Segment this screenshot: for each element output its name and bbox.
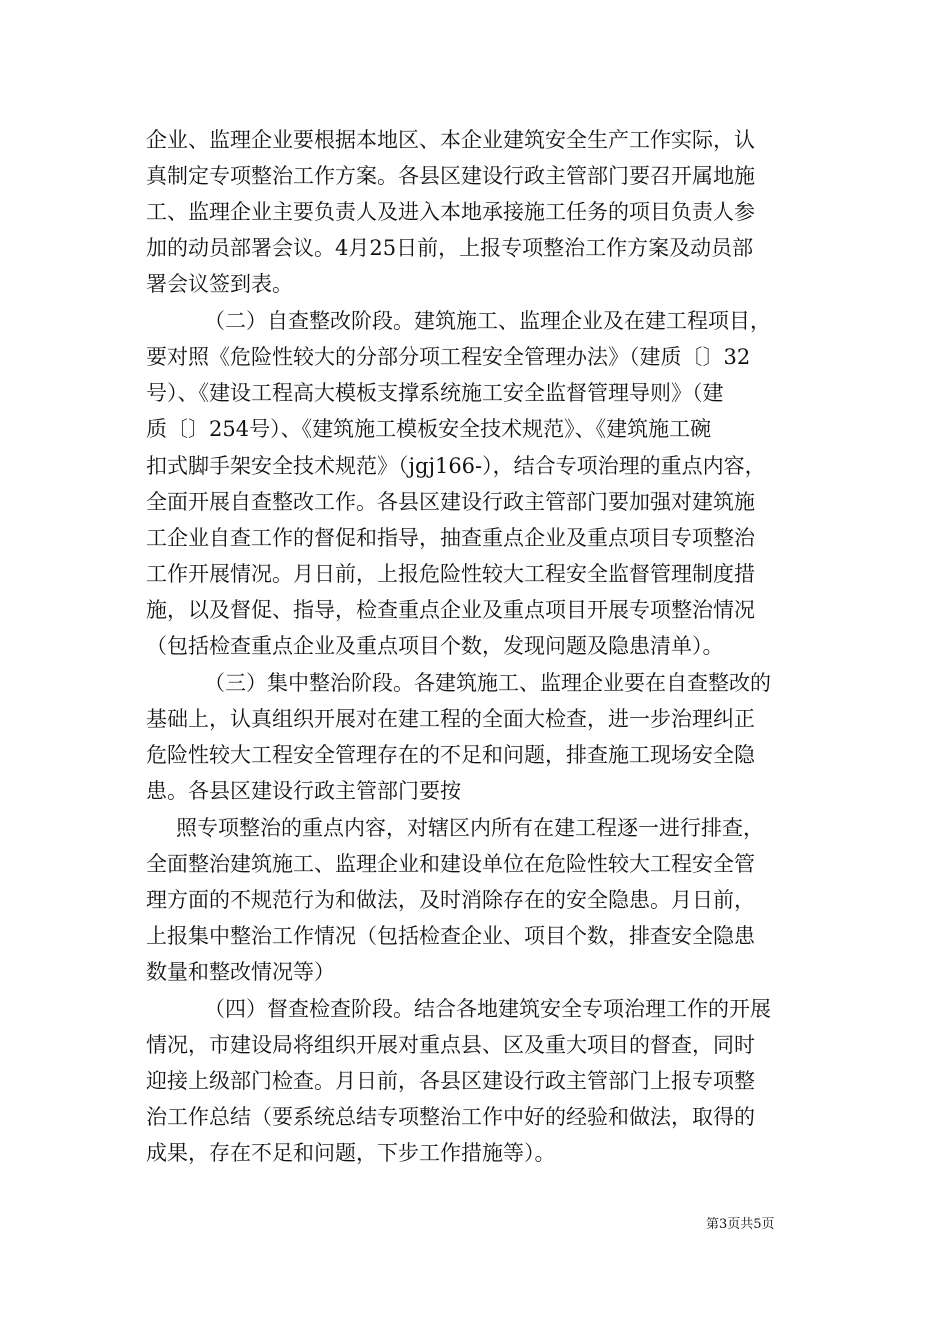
text-line: 患。各县区建设行政主管部门要按 [146, 779, 461, 803]
text-line: 加的动员部署会议。4月25日前，上报专项整治工作方案及动员部 [146, 236, 754, 260]
text-line: 危险性较大工程安全管理存在的不足和问题，排查施工现场安全隐 [146, 743, 755, 767]
text-line: 迎接上级部门检查。月日前，各县区建设行政主管部门上报专项整 [146, 1069, 755, 1093]
text-line: 情况，市建设局将组织开展对重点县、区及重大项目的督查，同时 [146, 1033, 755, 1057]
text-line: 企业、监理企业要根据本地区、本企业建筑安全生产工作实际，认 [146, 128, 755, 152]
paragraph-heading-4: （四）督查检查阶段。结合各地建筑安全专项治理工作的开展 [204, 997, 771, 1021]
text-line: 质〔〕254号）、《建筑施工模板安全技术规范》、《建筑施工碗 [146, 417, 712, 441]
paragraph-heading-2: （二）自查整改阶段。建筑施工、监理企业及在建工程项目， [204, 309, 771, 333]
text-line: 要对照《危险性较大的分部分项工程安全管理办法》（建质〔〕32 [146, 345, 751, 369]
text-line: 成果，存在不足和问题，下步工作措施等）。 [146, 1141, 556, 1165]
text-line: 工企业自查工作的督促和指导，抽查重点企业及重点项目专项整治 [146, 526, 755, 550]
text-line: 上报集中整治工作情况（包括检查企业、项目个数，排查安全隐患 [146, 924, 755, 948]
text-line: 真制定专项整治工作方案。各县区建设行政主管部门要召开属地施 [146, 164, 755, 188]
text-line: 施，以及督促、指导，检查重点企业及重点项目开展专项整治情况 [146, 598, 755, 622]
text-line: 全面开展自查整改工作。各县区建设行政主管部门要加强对建筑施 [146, 490, 755, 514]
text-line: 全面整治建筑施工、监理企业和建设单位在危险性较大工程安全管 [146, 852, 755, 876]
text-line: 照专项整治的重点内容，对辖区内所有在建工程逐一进行排查， [176, 816, 764, 840]
paragraph-heading-3: （三）集中整治阶段。各建筑施工、监理企业要在自查整改的 [204, 671, 771, 695]
text-line: 基础上，认真组织开展对在建工程的全面大检查，进一步治理纠正 [146, 707, 755, 731]
page-number: 第3页共5页 [706, 1217, 775, 1232]
text-line: 数量和整改情况等） [146, 960, 335, 984]
text-line: （包括检查重点企业及重点项目个数，发现问题及隐患清单）。 [146, 634, 724, 658]
text-line: 治工作总结（要系统总结专项整治工作中好的经验和做法，取得的 [146, 1105, 755, 1129]
text-line: 工作开展情况。月日前，上报危险性较大工程安全监督管理制度措 [146, 562, 755, 586]
text-line: 署会议签到表。 [146, 272, 293, 296]
text-line: 号）、《建设工程高大模板支撑系统施工安全监督管理导则》（建 [146, 381, 724, 405]
text-line: 扣式脚手架安全技术规范》（jgj166-），结合专项治理的重点内容， [146, 454, 766, 478]
text-line: 理方面的不规范行为和做法，及时消除存在的安全隐患。月日前， [146, 888, 755, 912]
text-line: 工、监理企业主要负责人及进入本地承接施工任务的项目负责人参 [146, 200, 755, 224]
